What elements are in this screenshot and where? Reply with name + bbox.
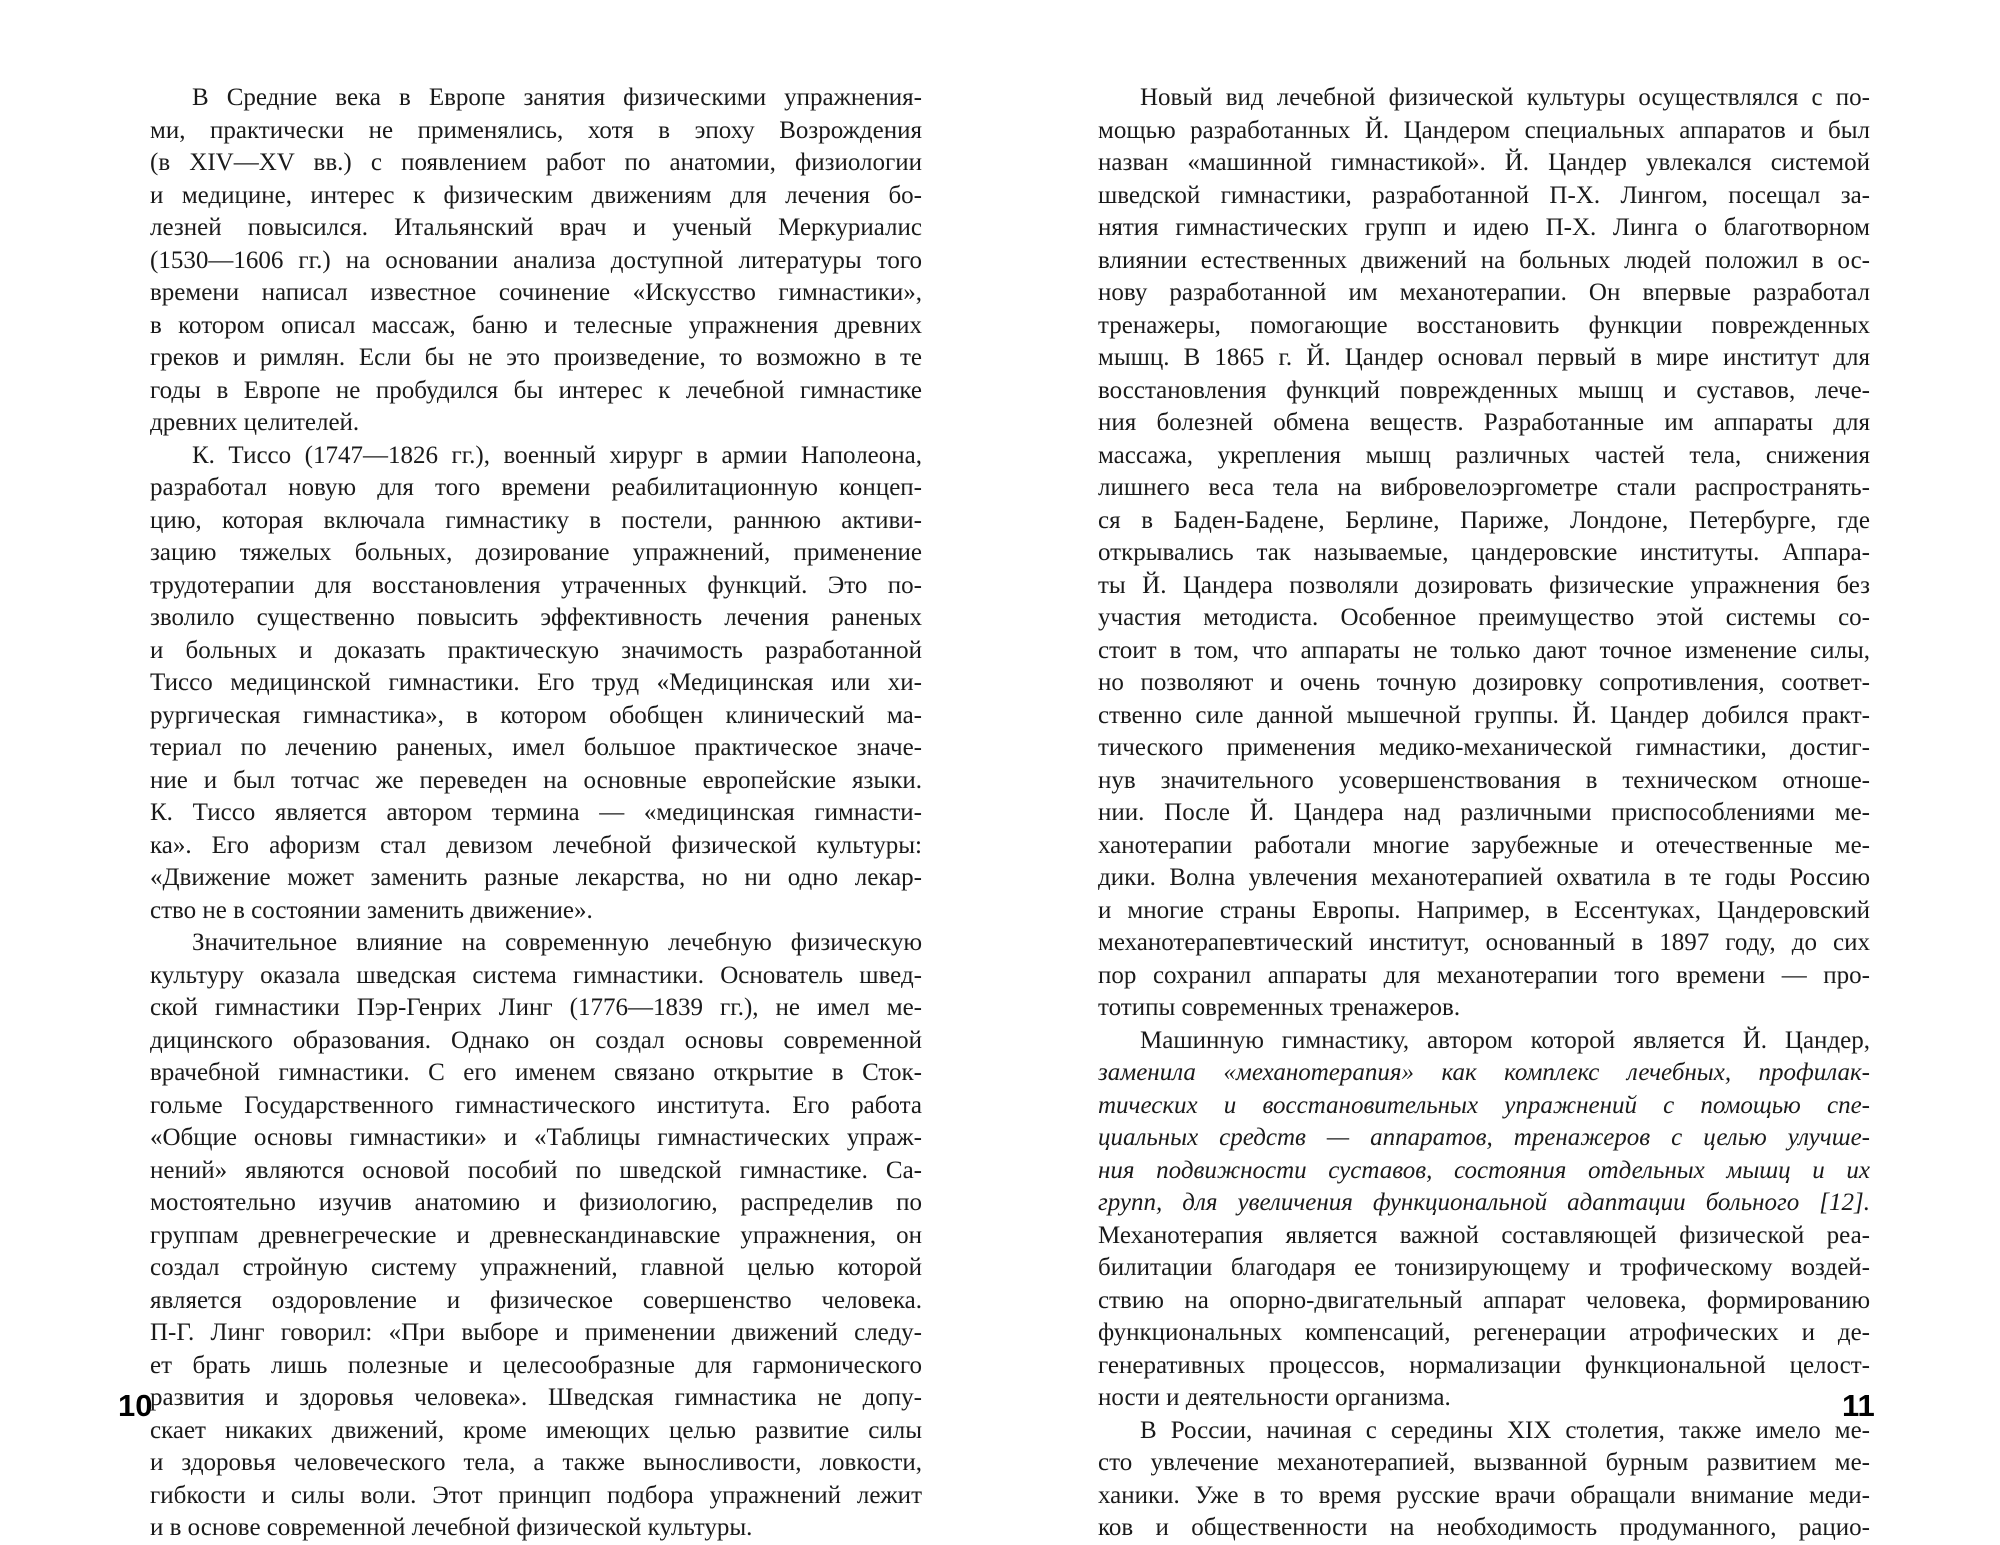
text-line: нятия гимнастических групп и идею П-Х. Линга о благотворном (1098, 214, 1870, 241)
text-line: К. Тиссо (1747—1826 гг.), военный хирург в армии Наполеона, (192, 441, 922, 469)
text-line: «Общие основы гимнастики» и «Таблицы гимнастических упраж- (150, 1124, 922, 1151)
text-line: ние и был тотчас же переведен на основные европейские языки. (150, 766, 922, 794)
text-line: годы в Европе не пробудился бы интерес к лечебной гимнастике (150, 376, 922, 404)
text-line: ственно силе данной мышечной группы. Й. Цандер добился практ- (1098, 701, 1870, 729)
text-line: сто увлечение механотерапией, вызванной бурным развитием ме- (1098, 1449, 1870, 1476)
paragraph-mechanotherapy (1098, 1025, 1870, 1415)
paragraph-medieval-europe (150, 82, 922, 440)
text-line: развития и здоровья человека». Шведская гимнастика не допу- (150, 1384, 922, 1411)
text-line: открывались так называемые, цандеровские институты. Аппара- (1098, 539, 1870, 566)
text-line: дицинского образования. Однако он создал основы современной (150, 1026, 922, 1054)
text-line: Новый вид лечебной физической культуры осуществлялся с по- (1140, 84, 1870, 111)
text-line: Механотерапия является важной составляющей физической реа- (1098, 1221, 1870, 1249)
text-line: мостоятельно изучив анатомию и физиологию, распределив по (150, 1189, 922, 1216)
text-line: ми, практически не применялись, хотя в эпоху Возрождения (150, 116, 922, 144)
text-line: ков и общественности на необходимость продуманного, рацио- (1098, 1514, 1870, 1541)
text-line: и многие страны Европы. Например, в Ессентуках, Цандеровский (1098, 896, 1870, 924)
text-line: групп, для увеличения функциональной адаптации больного [12]. (1098, 1189, 1870, 1216)
left-page-text (150, 82, 922, 1545)
text-line: участия методиста. Особенное преимущество этой системы со- (1098, 604, 1870, 631)
text-line: К. Тиссо является автором термина — «медицинская гимнасти- (150, 799, 922, 826)
text-line: зацию тяжелых больных, дозирование упражнений, применение (150, 539, 922, 566)
text-line: скает никаких движений, кроме имеющих целью развитие силы (150, 1416, 922, 1444)
text-line: «Движение может заменить разные лекарства, но ни одно лекар- (150, 864, 922, 891)
text-line: разработал новую для того времени реабилитационную концеп- (150, 474, 922, 501)
text-line: Значительное влияние на современную лечебную физическую (192, 929, 922, 956)
text-line: влиянии естественных движений на больных людей положил в ос- (1098, 246, 1870, 274)
text-line: массажа, укрепления мышц различных частей тела, снижения (1098, 441, 1870, 469)
text-line: лезней повысился. Итальянский врач и ученый Меркуриалис (150, 214, 922, 241)
text-line: механотерапевтический институт, основанный в 1897 году, до сих (1098, 929, 1870, 956)
text-line: билитации благодаря ее тонизирующему и трофическому воздей- (1098, 1254, 1870, 1281)
text-line: ствию на опорно-двигательный аппарат человека, формированию (1098, 1286, 1870, 1314)
paragraph-swedish-gymnastics (150, 927, 922, 1545)
text-line: и в основе современной лечебной физической культуры. (150, 1514, 753, 1541)
text-line: мощью разработанных Й. Цандером специальных аппаратов и был (1098, 116, 1870, 144)
text-line: нову разработанной им механотерапии. Он впервые разработал (1098, 279, 1870, 306)
paragraph-tissot (150, 440, 922, 928)
text-line: В Средние века в Европе занятия физическими упражнения- (192, 84, 922, 111)
text-line: создал стройную систему упражнений, главной целью которой (150, 1254, 922, 1281)
text-line: нений» являются основой пособий по шведской гимнастике. Са- (150, 1156, 922, 1184)
text-line: ся в Баден-Бадене, Берлине, Париже, Лондоне, Петербурге, где (1098, 506, 1870, 534)
text-line: назван «машинной гимнастикой». Й. Цандер увлекался системой (1098, 149, 1870, 176)
text-line: дики. Волна увлечения механотерапией охватила в те годы Россию (1098, 864, 1870, 891)
text-line: ханики. Уже в то время русские врачи обращали внимание меди- (1098, 1481, 1870, 1509)
text-line: греков и римлян. Если бы не это произведение, то возможно в те (150, 344, 922, 371)
text-line: тренажеры, помогающие восстановить функции поврежденных (1098, 311, 1870, 339)
text-line: ство не в состоянии заменить движение». (150, 896, 593, 924)
text-line: рургическая гимнастика», в котором обобщен клинический ма- (150, 701, 922, 729)
right-page-text (1098, 82, 1870, 1545)
text-line: ности и деятельности организма. (1098, 1384, 1451, 1411)
text-line: Машинную гимнастику, автором которой является Й. Цандер, (1140, 1026, 1870, 1054)
text-line: нии. После Й. Цандера над различными приспособлениями ме- (1098, 799, 1870, 826)
text-line: и больных и доказать практическую значимость разработанной (150, 636, 922, 664)
text-line: в котором описал массаж, баню и телесные упражнения древних (150, 311, 922, 339)
text-line: шведской гимнастики, разработанной П-Х. Лингом, посещал за- (1098, 181, 1870, 209)
text-line: является оздоровление и физическое совершенство человека. (150, 1286, 922, 1314)
text-line: В России, начиная с середины XIX столетия, также имело ме- (1140, 1416, 1870, 1444)
text-line: териал по лечению раненых, имел большое практическое значе- (150, 734, 922, 761)
text-line: лишнего веса тела на вибровелоэргометре стали распространять- (1098, 474, 1870, 501)
text-line: пор сохранил аппараты для механотерапии того времени — про- (1098, 961, 1870, 989)
text-line: стоит в том, что аппараты не только дают точное изменение силы, (1098, 636, 1870, 664)
text-line: ет брать лишь полезные и целесообразные для гармонического (150, 1351, 922, 1379)
text-line: времени написал известное сочинение «Искусство гимнастики», (150, 279, 922, 306)
text-line: тотипы современных тренажеров. (1098, 994, 1461, 1021)
text-line: ты Й. Цандера позволяли дозировать физические упражнения без (1098, 571, 1870, 599)
text-line: группам древнегреческие и древнескандинавские упражнения, он (150, 1221, 922, 1249)
text-line: ханотерапии работали многие зарубежные и отечественные ме- (1098, 831, 1870, 859)
text-line: культуру оказала шведская система гимнастики. Основатель швед- (150, 961, 922, 989)
text-line: и здоровья человеческого тела, а также выносливости, ловкости, (150, 1449, 922, 1476)
text-line: ния подвижности суставов, состояния отдельных мышц и их (1098, 1156, 1870, 1184)
text-line: тического применения медико-механической гимнастики, достиг- (1098, 734, 1870, 761)
text-line: мышц. В 1865 г. Й. Цандер основал первый в мире институт для (1098, 344, 1870, 371)
text-line: (в XIV—XV вв.) с появлением работ по анатомии, физиологии (150, 149, 922, 176)
text-line: Тиссо медицинской гимнастики. Его труд «Медицинская или хи- (150, 669, 922, 696)
text-line: но позволяют и очень точную дозировку сопротивления, соответ- (1098, 669, 1870, 696)
text-line: генеративных процессов, нормализации функциональной целост- (1098, 1351, 1870, 1379)
text-line: врачебной гимнастики. С его именем связано открытие в Сток- (150, 1059, 922, 1086)
text-line: цию, которая включала гимнастику в постели, раннюю активи- (150, 506, 922, 534)
text-line: нув значительного усовершенствования в техническом отноше- (1098, 766, 1870, 794)
text-line: (1530—1606 гг.) на основании анализа доступной литературы того (150, 246, 922, 274)
text-line: заменила «механотерапия» как комплекс лечебных, профилак- (1098, 1059, 1870, 1086)
text-line: зволило существенно повысить эффективность лечения раненых (150, 604, 922, 631)
paragraph-russia (1098, 1415, 1870, 1545)
text-line: П-Г. Линг говорил: «При выборе и применении движений следу- (150, 1319, 922, 1346)
text-line: ния болезней обмена веществ. Разработанные им аппараты для (1098, 409, 1870, 436)
paragraph-zander (1098, 82, 1870, 1025)
text-line: гольме Государственного гимнастического института. Его работа (150, 1091, 922, 1119)
text-line: тических и восстановительных упражнений с помощью спе- (1098, 1091, 1870, 1119)
text-line: восстановления функций поврежденных мышц и суставов, лече- (1098, 376, 1870, 404)
page-number-left: 10 (118, 1388, 153, 1423)
text-line: и медицине, интерес к физическим движениям для лечения бо- (150, 181, 922, 209)
text-line: трудотерапии для восстановления утраченных функций. Это по- (150, 571, 922, 599)
text-line: ка». Его афоризм стал девизом лечебной физической культуры: (150, 831, 922, 859)
text-line: ской гимнастики Пэр-Генрих Линг (1776—1839 гг.), не имел ме- (150, 994, 922, 1021)
text-line: циальных средств — аппаратов, тренажеров с целью улучше- (1098, 1124, 1870, 1151)
text-line: древних целителей. (150, 409, 360, 436)
page-number-right: 11 (1842, 1388, 1875, 1423)
text-line: гибкости и силы воли. Этот принцип подбора упражнений лежит (150, 1481, 922, 1509)
text-line: функциональных компенсаций, регенерации атрофических и де- (1098, 1319, 1870, 1346)
